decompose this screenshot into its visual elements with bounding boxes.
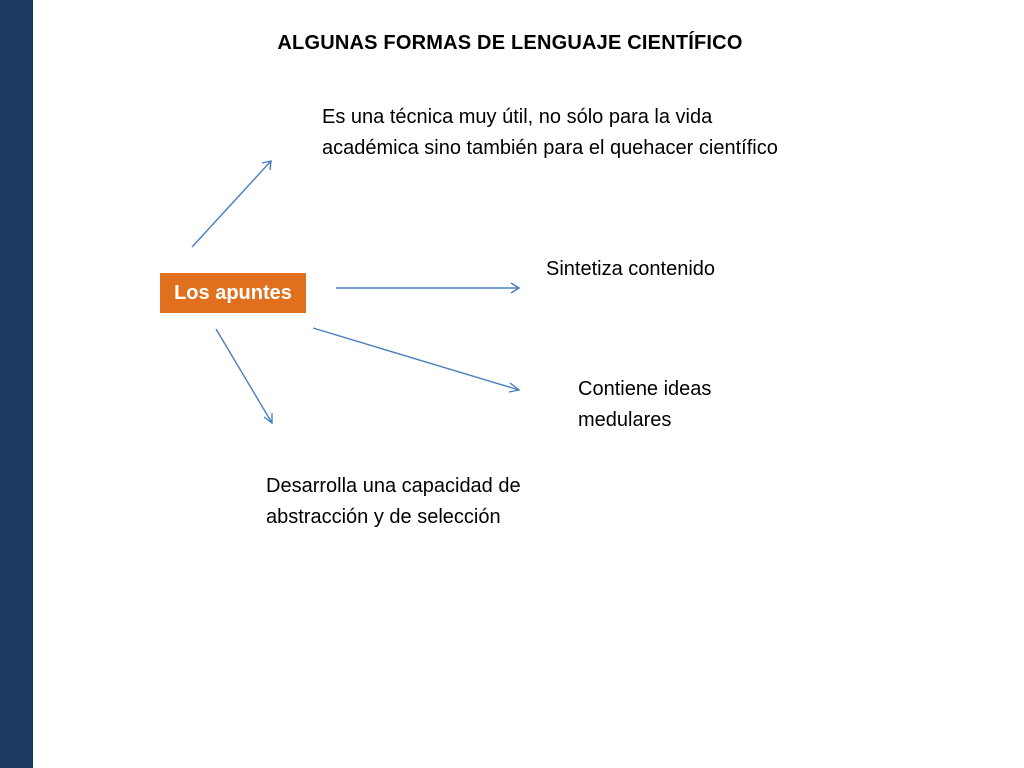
branch-node-tecnica-util: Es una técnica muy útil, no sólo para la vida académica sino también para el quehacer científico — [322, 106, 778, 159]
branch-node-abstraccion: Desarrolla una capacidad de abstracción y de selección — [266, 475, 521, 528]
arrow-to-branch-3 — [313, 328, 519, 392]
branch-node-ideas-medulares: Contiene ideas medulares — [578, 378, 712, 431]
arrow-to-branch-1 — [192, 161, 271, 247]
arrow-to-branch-2 — [336, 283, 519, 293]
slide-title: ALGUNAS FORMAS DE LENGUAJE CIENTÍFICO — [277, 32, 743, 54]
branch-node-sintetiza: Sintetiza contenido — [546, 258, 716, 280]
center-node-los-apuntes: Los apuntes — [160, 273, 306, 313]
side-accent-bar — [0, 0, 33, 768]
arrow-to-branch-4 — [216, 329, 272, 423]
